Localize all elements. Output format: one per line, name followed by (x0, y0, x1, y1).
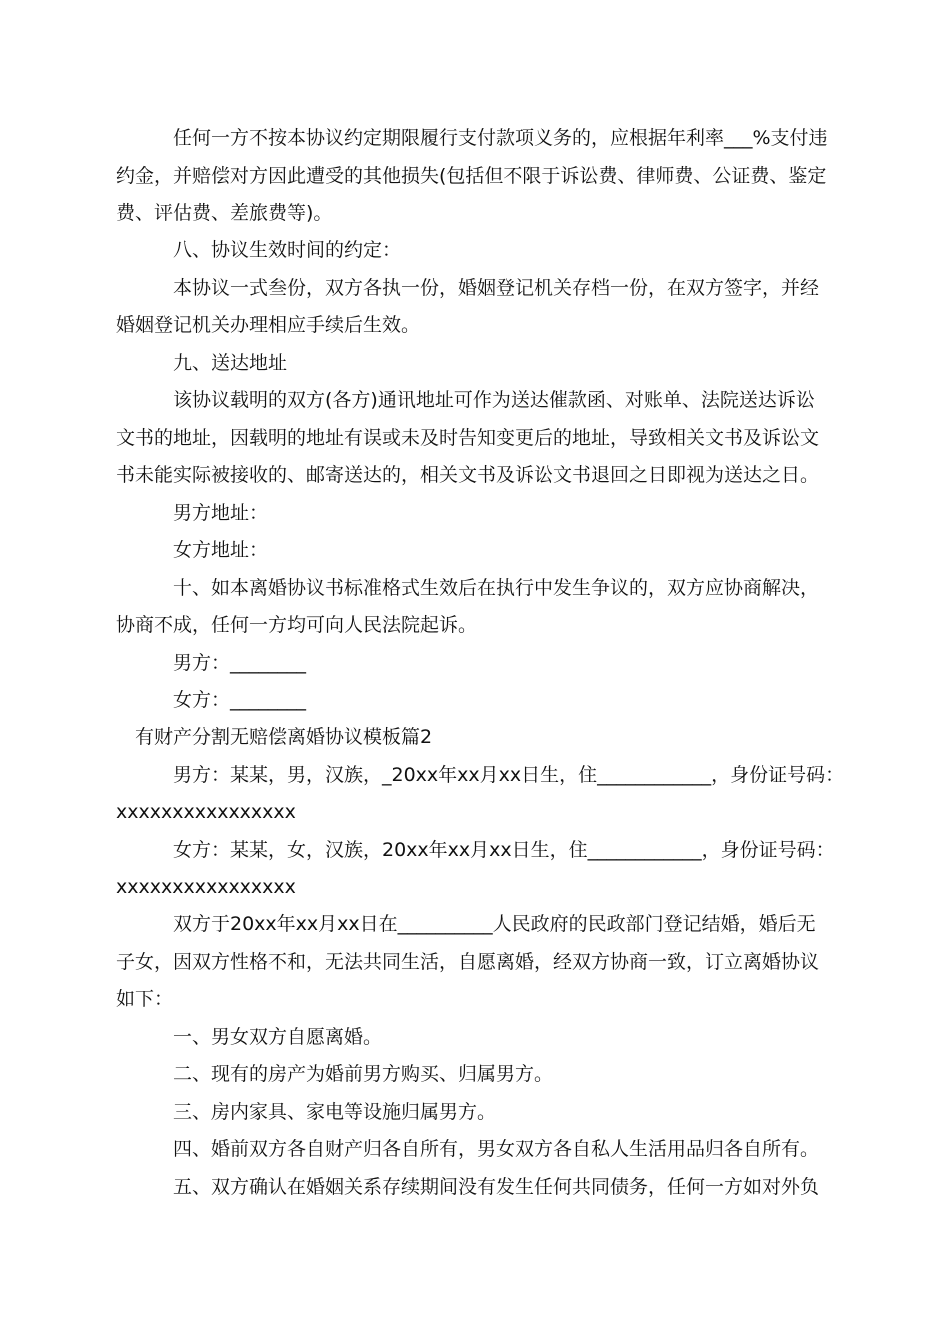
paragraph-effective-line-2: 婚姻登记机关办理相应手续后生效。 (116, 314, 421, 336)
section-heading-10: 十、如本离婚协议书标准格式生效后在执行中发生争议的，双方应协商解决， (173, 577, 820, 599)
section-heading-9: 九、送达地址 (173, 352, 288, 374)
paragraph-penalty-line-2: 约金，并赔偿对方因此遭受的其他损失(包括但不限于诉讼费、律师费、公证费、鉴定 (116, 165, 827, 187)
paragraph-marriage-line-2: 子女，因双方性格不和，无法共同生活，自愿离婚，经双方协商一致，订立离婚协议 (116, 951, 820, 973)
paragraph-address-line-3: 书未能实际被接收的、邮寄送达的，相关文书及诉讼文书退回之日即视为送达之日。 (116, 464, 820, 486)
male-party-info: 男方：某某，男，汉族，_20xx年xx月xx日生，住____________，身份证号码： (173, 764, 845, 786)
clause-3: 三、房内家具、家电等设施归属男方。 (173, 1101, 497, 1123)
paragraph-address-line-1: 该协议载明的双方(各方)通讯地址可作为送达催款函、对账单、法院送达诉讼 (173, 389, 815, 411)
section-heading-8: 八、协议生效时间的约定： (173, 239, 402, 261)
clause-5: 五、双方确认在婚姻关系存续期间没有发生任何共同债务，任何一方如对外负 (173, 1176, 820, 1198)
clause-1: 一、男女双方自愿离婚。 (173, 1026, 383, 1048)
paragraph-marriage-line-1: 双方于20xx年xx月xx日在__________人民政府的民政部门登记结婚，婚后无 (173, 913, 816, 935)
paragraph-effective-line-1: 本协议一式叁份，双方各执一份，婚姻登记机关存档一份，在双方签字，并经 (173, 277, 820, 299)
template-title: 有财产分割无赔偿离婚协议模板篇2 (135, 726, 433, 748)
female-party-info: 女方：某某，女，汉族，20xx年xx月xx日生，住____________，身份证号码： (173, 839, 835, 861)
female-signature-line: 女方：________ (173, 689, 307, 711)
paragraph-marriage-line-3: 如下： (116, 988, 174, 1010)
male-id-number: xxxxxxxxxxxxxxxx (116, 801, 296, 823)
female-id-number: xxxxxxxxxxxxxxxx (116, 876, 296, 898)
clause-4: 四、婚前双方各自财产归各自所有，男女双方各自私人生活用品归各自所有。 (173, 1138, 820, 1160)
male-address-label: 男方地址： (173, 502, 269, 524)
clause-2: 二、现有的房产为婚前男方购买、归属男方。 (173, 1063, 554, 1085)
paragraph-dispute-line-2: 协商不成，任何一方均可向人民法院起诉。 (116, 614, 478, 636)
male-signature-line: 男方：________ (173, 652, 307, 674)
paragraph-address-line-2: 文书的地址，因载明的地址有误或未及时告知变更后的地址，导致相关文书及诉讼文 (116, 427, 820, 449)
paragraph-penalty-line-3: 费、评估费、差旅费等)。 (116, 202, 333, 224)
paragraph-penalty-line-1: 任何一方不按本协议约定期限履行支付款项义务的，应根据年利率___%支付违 (173, 127, 828, 149)
female-address-label: 女方地址： (173, 539, 269, 561)
